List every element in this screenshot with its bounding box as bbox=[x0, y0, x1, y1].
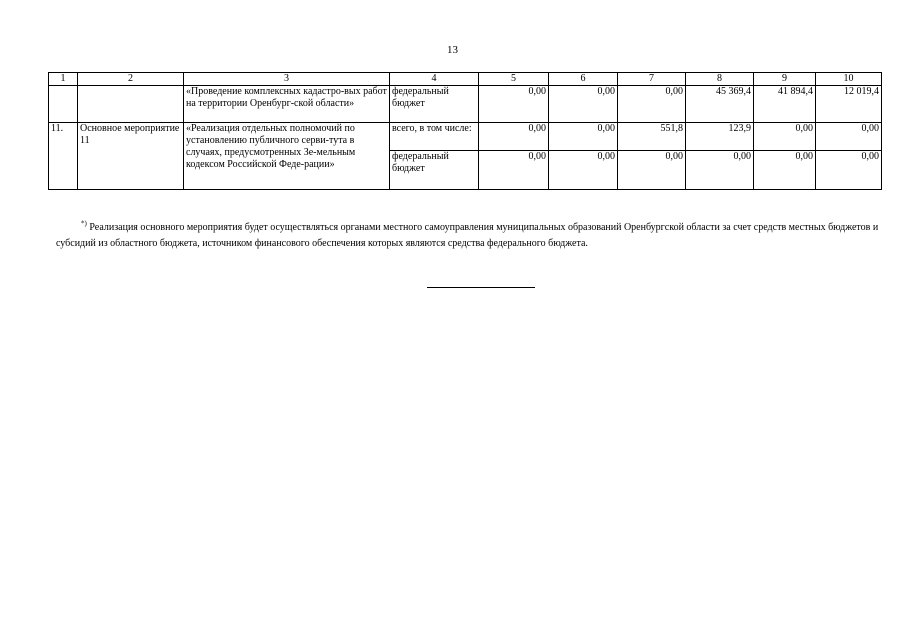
financing-table bbox=[48, 72, 882, 190]
column-header: 2 bbox=[78, 73, 184, 86]
value-cell: 551,8 bbox=[618, 123, 686, 151]
value-cell: 0,00 bbox=[816, 151, 882, 190]
column-header: 6 bbox=[549, 73, 618, 86]
activity-name: Основное мероприятие 11 bbox=[78, 123, 184, 190]
funding-source: федеральный бюджет bbox=[390, 86, 479, 123]
funding-source: всего, в том числе: bbox=[390, 123, 479, 151]
page-number: 13 bbox=[447, 44, 458, 56]
funding-source: федеральный бюджет bbox=[390, 151, 479, 190]
empty-cell bbox=[78, 86, 184, 123]
footnote bbox=[56, 220, 884, 252]
value-cell: 45 369,4 bbox=[686, 86, 754, 123]
value-cell: 12 019,4 bbox=[816, 86, 882, 123]
activity-description: «Реализация отдельных полномочий по установлению публичного серви-тута в случаях, предусмотренных Зе-мельным кодексом Российской Феде-рации» bbox=[184, 123, 390, 190]
value-cell: 0,00 bbox=[479, 151, 549, 190]
value-cell: 0,00 bbox=[479, 123, 549, 151]
table-row bbox=[49, 123, 882, 151]
value-cell: 123,9 bbox=[686, 123, 754, 151]
value-cell: 0,00 bbox=[754, 151, 816, 190]
empty-cell bbox=[49, 86, 78, 123]
table-header-row bbox=[49, 73, 882, 86]
activity-description: «Проведение комплексных кадастро-вых работ на территории Оренбург-ской области» bbox=[184, 86, 390, 123]
table-row bbox=[49, 86, 882, 123]
column-header: 7 bbox=[618, 73, 686, 86]
column-header: 8 bbox=[686, 73, 754, 86]
column-header: 5 bbox=[479, 73, 549, 86]
column-header: 10 bbox=[816, 73, 882, 86]
row-number: 11. bbox=[49, 123, 78, 190]
column-header: 9 bbox=[754, 73, 816, 86]
value-cell: 0,00 bbox=[549, 151, 618, 190]
value-cell: 0,00 bbox=[479, 86, 549, 123]
value-cell: 0,00 bbox=[549, 123, 618, 151]
column-header: 3 bbox=[184, 73, 390, 86]
divider-line bbox=[427, 287, 535, 288]
column-header: 4 bbox=[390, 73, 479, 86]
value-cell: 0,00 bbox=[754, 123, 816, 151]
value-cell: 41 894,4 bbox=[754, 86, 816, 123]
value-cell: 0,00 bbox=[618, 86, 686, 123]
column-header: 1 bbox=[49, 73, 78, 86]
value-cell: 0,00 bbox=[549, 86, 618, 123]
value-cell: 0,00 bbox=[686, 151, 754, 190]
value-cell: 0,00 bbox=[816, 123, 882, 151]
footnote-marker: *) bbox=[81, 219, 87, 228]
footnote-text: Реализация основного мероприятия будет осуществляться органами местного самоуправления муниципальных образований Оренбургской области за счет средств местных бюджетов и субсидий из областного бюджета, источником финансового обеспечения которых являются средства федерального бюджета. bbox=[56, 222, 879, 249]
value-cell: 0,00 bbox=[618, 151, 686, 190]
